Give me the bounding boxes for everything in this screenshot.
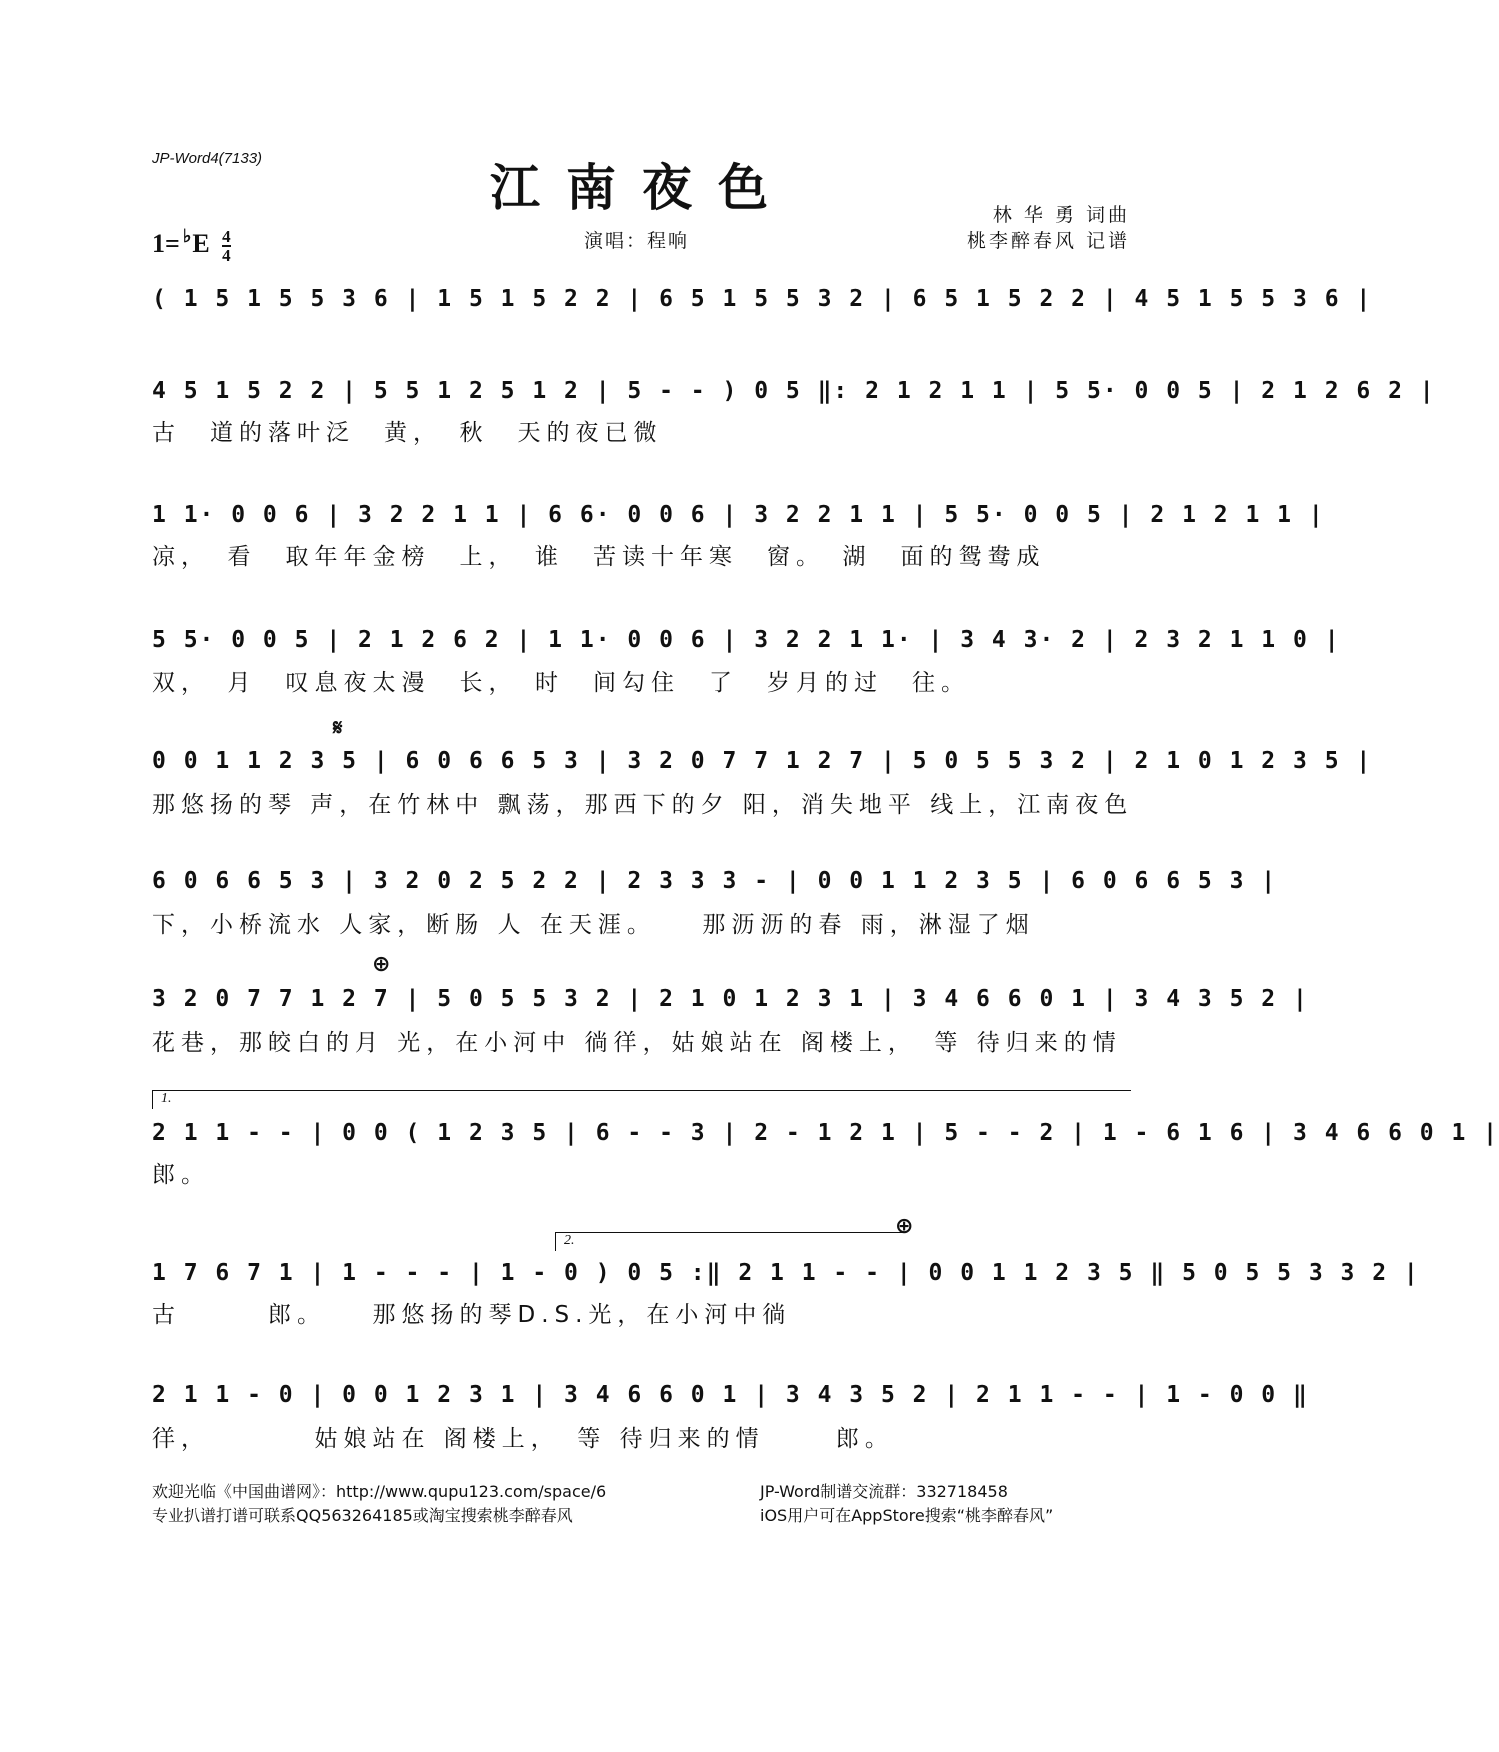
time-bottom: 4 <box>222 246 231 266</box>
system-2-lyrics: 古 道的落叶泛 黄， 秋 天的夜已微 <box>152 420 663 446</box>
system-9-notes: 1 7 6 7 1 | 1 - - - | 1 - 0 ) 0 5 :‖ 2 1 1 - - | 0 0 1 1 2 3 5 ‖ 5 0 5 5 3 3 2 | <box>152 1260 1420 1286</box>
volta-2-label: 2. <box>564 1233 575 1248</box>
system-6-lyrics: 下，小桥流水 人家，断肠 人 在天涯。 那沥沥的春 雨，淋湿了烟 <box>152 912 1035 938</box>
coda-icon: ⊕ <box>372 952 391 977</box>
lyricist-composer-credit: 林 华 勇 词曲 <box>992 204 1130 226</box>
key-letter: E <box>192 229 210 258</box>
transcriber-credit: 桃李醉春风 记谱 <box>966 230 1130 252</box>
singer-credit: 演唱：程响 <box>584 230 690 252</box>
volta-1-bracket <box>152 1090 1131 1109</box>
system-9-lyrics: 古 郎。 那悠扬的琴D.S.光，在小河中徜 <box>152 1302 792 1328</box>
system-2-notes: 4 5 1 5 2 2 | 5 5 1 2 5 1 2 | 5 - - ) 0 5 ‖: 2 1 2 1 1 | 5 5· 0 0 5 | 2 1 2 6 2 | <box>152 378 1436 404</box>
system-7-lyrics: 花巷，那皎白的月 光，在小河中 徜徉，姑娘站在 阁楼上， 等 待归来的情 <box>152 1030 1122 1056</box>
system-10-lyrics: 徉， 姑娘站在 阁楼上， 等 待归来的情 郎。 <box>152 1426 894 1452</box>
system-5-lyrics: 那悠扬的琴 声，在竹林中 飘荡，那西下的夕 阳，消失地平 线上，江南夜色 <box>152 792 1134 818</box>
system-3-notes: 1 1· 0 0 6 | 3 2 2 1 1 | 6 6· 0 0 6 | 3 2 2 1 1 | 5 5· 0 0 5 | 2 1 2 1 1 | <box>152 502 1325 528</box>
footer-contact: 专业扒谱打谱可联系QQ563264185或淘宝搜索桃李醉春风 <box>152 1506 573 1525</box>
system-5-notes: 0 0 1 1 2 3 5 | 6 0 6 6 5 3 | 3 2 0 7 7 1 2 7 | 5 0 5 5 3 2 | 2 1 0 1 2 3 5 | <box>152 748 1373 774</box>
key-signature <box>152 226 231 264</box>
system-8-lyrics: 郎。 <box>152 1162 210 1188</box>
coda-icon-2: ⊕ <box>895 1214 914 1239</box>
system-4-lyrics: 双， 月 叹息夜太漫 长， 时 间勾住 了 岁月的过 往。 <box>152 670 970 696</box>
system-7-notes: 3 2 0 7 7 1 2 7 | 5 0 5 5 3 2 | 2 1 0 1 2 3 1 | 3 4 6 6 0 1 | 3 4 3 5 2 | <box>152 986 1309 1012</box>
volta-1-label: 1. <box>161 1091 172 1106</box>
system-10-notes: 2 1 1 - 0 | 0 0 1 2 3 1 | 3 4 6 6 0 1 | 3 4 3 5 2 | 2 1 1 - - | 1 - 0 0 ‖ <box>152 1382 1309 1408</box>
segno-icon: 𝄋 <box>333 716 343 741</box>
system-4-notes: 5 5· 0 0 5 | 2 1 2 6 2 | 1 1· 0 0 6 | 3 2 2 1 1· | 3 4 3· 2 | 2 3 2 1 1 0 | <box>152 627 1341 653</box>
time-top: 4 <box>222 227 231 247</box>
system-8-notes: 2 1 1 - - | 0 0 ( 1 2 3 5 | 6 - - 3 | 2 - 1 2 1 | 5 - - 2 | 1 - 6 1 6 | 3 4 6 6 0 1 | <box>152 1120 1499 1146</box>
software-label: JP-Word4(7133) <box>152 150 263 167</box>
system-1-notes: ( 1 5 1 5 5 3 6 | 1 5 1 5 2 2 | 6 5 1 5 5 3 2 | 6 5 1 5 2 2 | 4 5 1 5 5 3 6 | <box>152 286 1373 312</box>
flat-symbol: ♭ <box>182 226 192 246</box>
system-6-notes: 6 0 6 6 5 3 | 3 2 0 2 5 2 2 | 2 3 3 3 - | 0 0 1 1 2 3 5 | 6 0 6 6 5 3 | <box>152 868 1278 894</box>
footer-ios: iOS用户可在AppStore搜索“桃李醉春风” <box>760 1506 1054 1525</box>
key-prefix: 1= <box>152 229 180 258</box>
footer-group: JP-Word制谱交流群：332718458 <box>760 1482 1008 1501</box>
volta-2-bracket <box>555 1232 904 1251</box>
time-signature <box>222 228 231 264</box>
footer-right <box>760 1480 1053 1528</box>
system-3-lyrics: 凉， 看 取年年金榜 上， 谁 苦读十年寒 窗。 湖 面的鸳鸯成 <box>152 544 1046 570</box>
song-title: 江南夜色 <box>490 158 794 217</box>
footer-website: 欢迎光临《中国曲谱网》：http://www.qupu123.com/space/6 <box>152 1482 607 1501</box>
footer-left <box>152 1480 606 1528</box>
